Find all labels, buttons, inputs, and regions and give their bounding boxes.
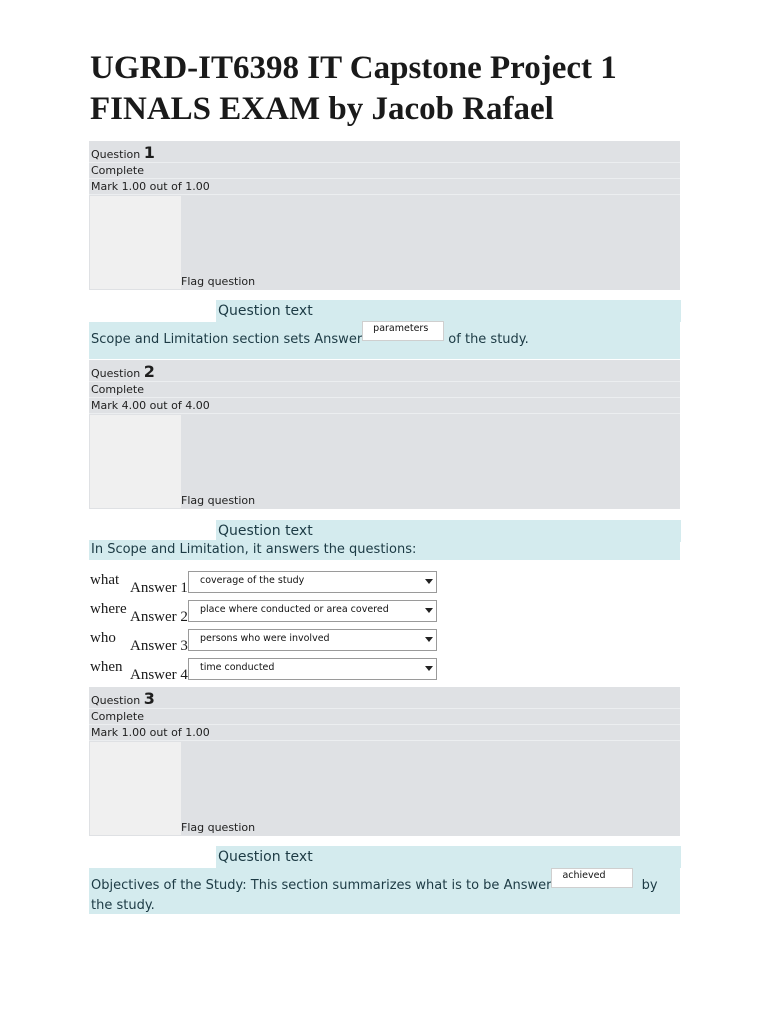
question-3-info (89, 687, 680, 836)
question-2-flag-link[interactable]: Flag question (181, 494, 256, 507)
match-answer-label: Answer 3 (130, 638, 188, 654)
match-term: what (90, 572, 120, 588)
question-2-header (89, 360, 680, 382)
dropdown-arrow-icon (425, 666, 433, 671)
question-1-side-panel (90, 196, 181, 289)
question-2-state: Complete (89, 382, 680, 398)
dropdown-arrow-icon (425, 637, 433, 642)
match-answer-label: Answer 2 (130, 609, 188, 625)
question-3-answer-value: achieved (562, 870, 606, 881)
answer-4-select[interactable] (188, 658, 437, 680)
match-row (90, 601, 450, 629)
match-term: who (90, 630, 116, 646)
question-3-header (89, 687, 680, 709)
question-1-text-before: Scope and Limitation section sets Answer (91, 332, 363, 347)
match-term: when (90, 659, 123, 675)
question-label: Question (91, 367, 141, 380)
question-label: Question (91, 694, 141, 707)
question-3-text (89, 868, 680, 914)
question-2-info (89, 360, 680, 509)
question-1-flag-link[interactable]: Flag question (181, 275, 256, 288)
question-1-mark: Mark 1.00 out of 1.00 (89, 179, 680, 195)
page-title-line-2: FINALS EXAM by Jacob Rafael (90, 91, 554, 127)
question-3-flag-link[interactable]: Flag question (181, 821, 256, 834)
question-2-text-header: Question text (216, 520, 681, 542)
question-number: 3 (143, 689, 155, 708)
answer-1-selected-value: coverage of the study (200, 575, 305, 586)
answer-4-selected-value: time conducted (200, 662, 275, 673)
question-1-answer-field[interactable] (362, 321, 444, 341)
question-2-mark: Mark 4.00 out of 4.00 (89, 398, 680, 414)
answer-3-selected-value: persons who were involved (200, 633, 330, 644)
match-row (90, 659, 450, 687)
question-1-text (89, 322, 680, 359)
question-1-text-after: of the study. (444, 332, 529, 347)
match-answer-label: Answer 4 (130, 667, 188, 683)
answer-2-selected-value: place where conducted or area covered (200, 604, 389, 615)
question-number: 1 (143, 143, 155, 162)
question-3-side-panel (90, 742, 181, 835)
question-number: 2 (143, 362, 155, 381)
question-2-side-panel (90, 415, 181, 508)
dropdown-arrow-icon (425, 608, 433, 613)
page-title (90, 48, 690, 130)
question-3-state: Complete (89, 709, 680, 725)
match-row (90, 630, 450, 658)
page-title-line-1: UGRD-IT6398 IT Capstone Project 1 (90, 50, 617, 86)
question-1-state: Complete (89, 163, 680, 179)
question-3-mark: Mark 1.00 out of 1.00 (89, 725, 680, 741)
question-2-text: In Scope and Limitation, it answers the questions: (89, 540, 680, 560)
match-term: where (90, 601, 127, 617)
question-3-text-after: by the study. (91, 878, 658, 913)
answer-2-select[interactable] (188, 600, 437, 622)
match-row (90, 572, 450, 600)
dropdown-arrow-icon (425, 579, 433, 584)
question-1-info (89, 141, 680, 290)
question-3-text-before: Objectives of the Study: This section summarizes what is to be Answer (91, 878, 552, 893)
question-1-header (89, 141, 680, 163)
question-1-text-header: Question text (216, 300, 681, 322)
answer-1-select[interactable] (188, 571, 437, 593)
question-3-text-header: Question text (216, 846, 681, 868)
match-answer-label: Answer 1 (130, 580, 188, 596)
question-1-answer-value: parameters (373, 323, 429, 334)
answer-3-select[interactable] (188, 629, 437, 651)
question-label: Question (91, 148, 141, 161)
question-3-answer-field[interactable] (551, 868, 633, 888)
